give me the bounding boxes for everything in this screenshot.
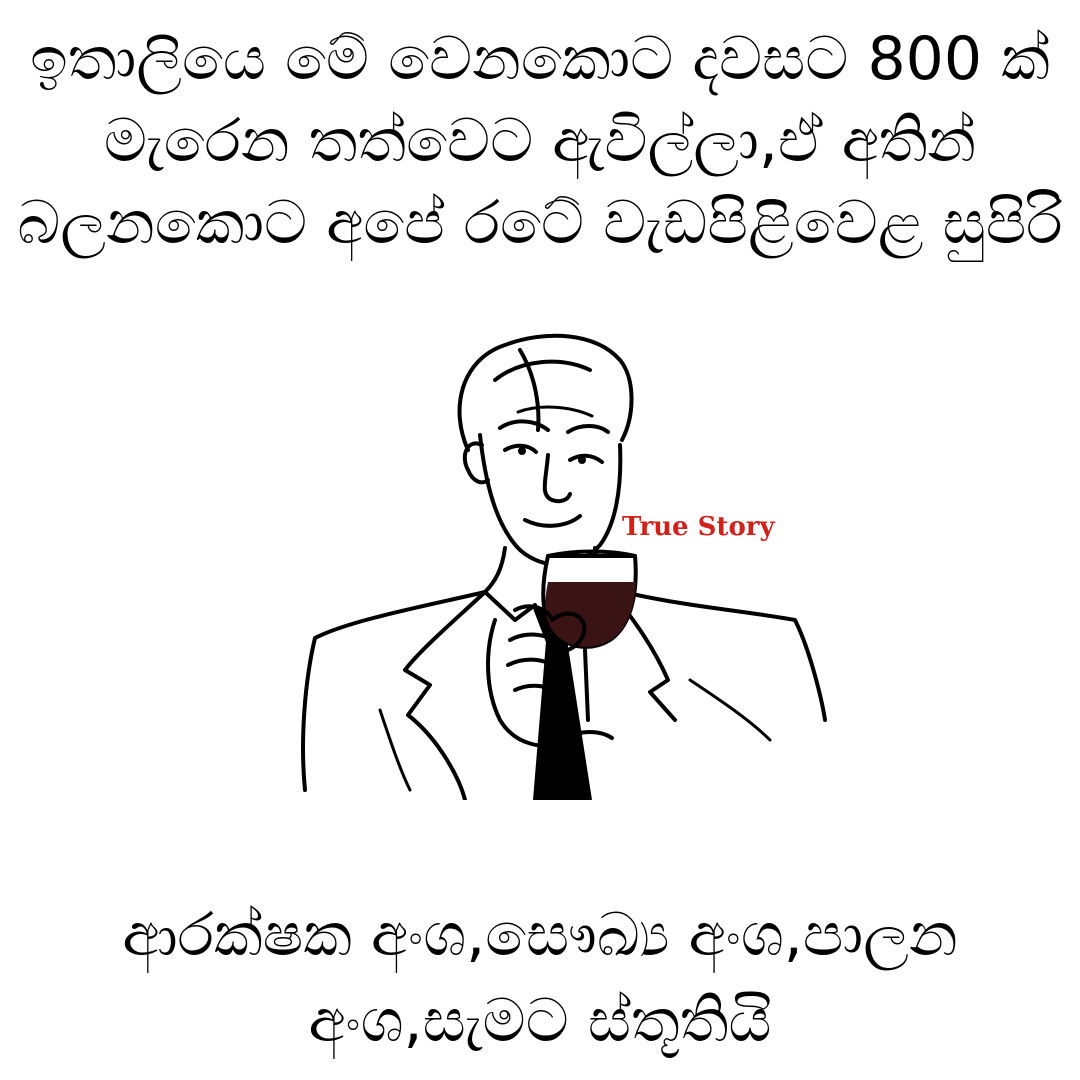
glass-stem — [585, 650, 588, 720]
true-story-man-illustration — [290, 320, 840, 800]
neck-left — [485, 548, 505, 592]
bottom-caption-line-2: අංශ,සැමට ස්තූතියි — [308, 986, 772, 1056]
bottom-caption-line-1: ආරක්ෂක අංශ,සෞඛ්‍ය අංශ,පාලන — [122, 900, 958, 970]
top-caption-line-2: මැරෙන තත්වෙට ඇවිල්ලා,ඒ අතින් — [103, 106, 977, 176]
top-caption — [0, 18, 1080, 264]
left-pupil — [518, 447, 526, 455]
bottom-caption — [0, 892, 1080, 1064]
top-caption-line-1: ඉතාලියෙ මේ වෙනකොට දවසට 800 ක් — [30, 24, 1050, 94]
forehead-wrinkle — [518, 407, 592, 416]
jacket-left-shoulder — [303, 592, 485, 790]
right-pupil — [578, 456, 586, 464]
mouth — [525, 516, 580, 526]
top-caption-line-3: බලනකොට අපේ රටේ වැඩපිළිවෙළ සුපිරි — [17, 188, 1063, 258]
right-eye — [570, 456, 602, 462]
right-eyebrow — [568, 426, 608, 432]
jacket-fold-right — [690, 680, 770, 740]
hair-outline — [460, 336, 632, 450]
left-eyebrow — [500, 421, 548, 430]
jacket-fold — [380, 710, 410, 790]
nose — [545, 455, 570, 501]
true-story-label: True Story — [622, 512, 775, 542]
jacket-right-shoulder — [608, 588, 825, 720]
left-lapel — [405, 592, 485, 800]
hair-strand — [495, 362, 590, 380]
